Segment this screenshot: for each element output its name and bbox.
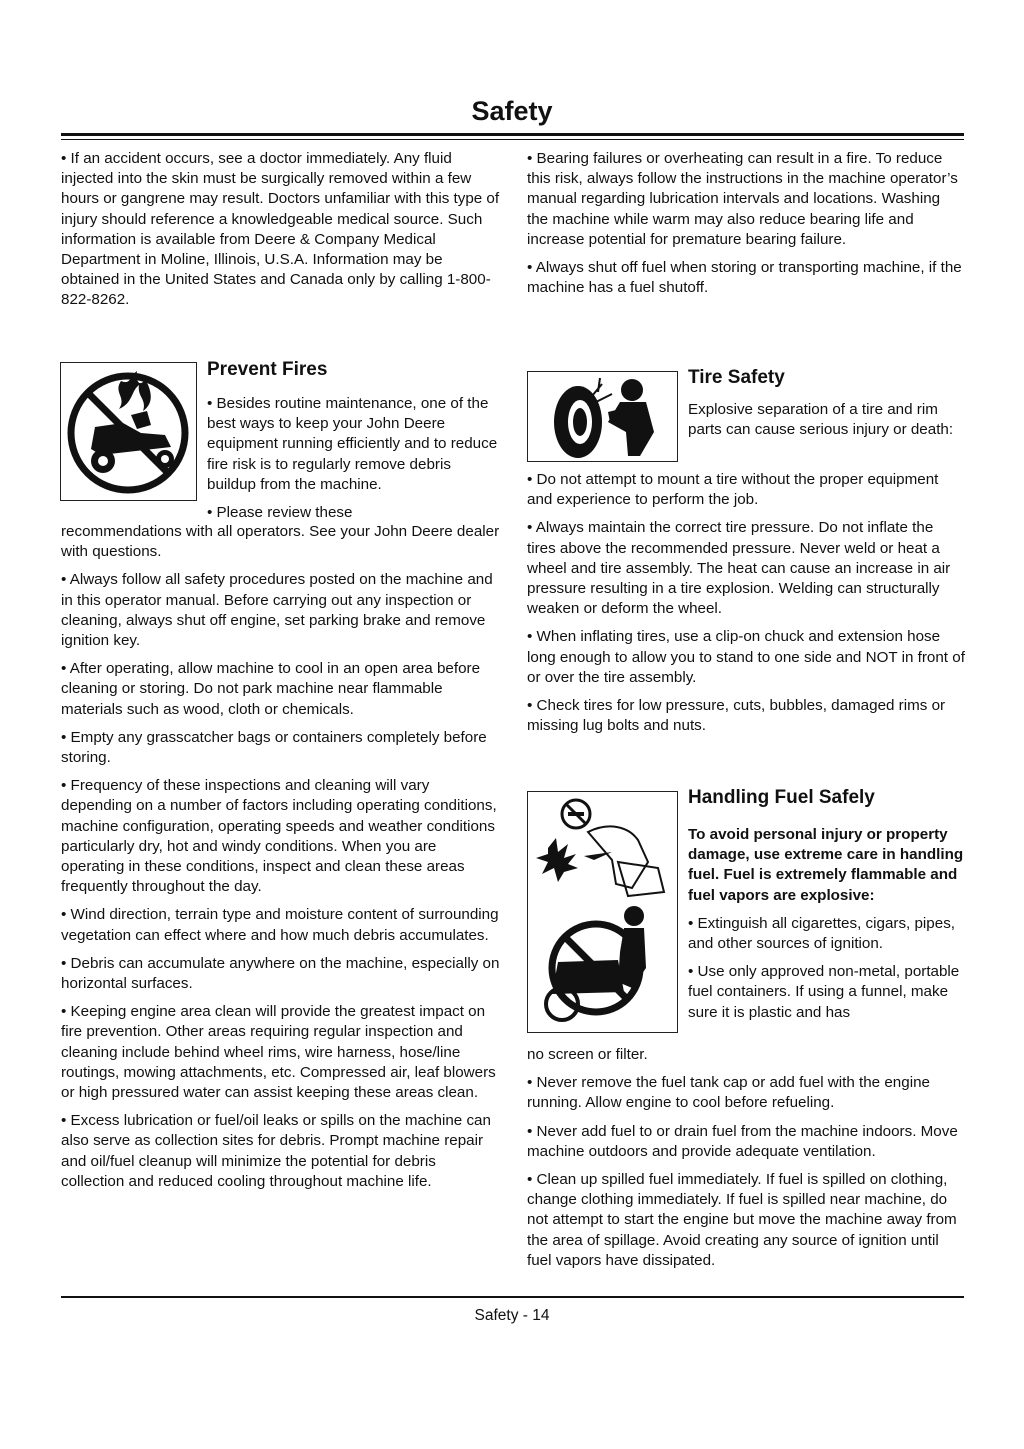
section-heading-tire-safety: Tire Safety xyxy=(688,367,785,388)
paragraph: • Check tires for low pressure, cuts, bubbles, damaged rims or missing lug bolts and nuts. xyxy=(527,697,946,735)
paragraph: • Use only approved non-metal, portable fuel containers. If using a funnel, make sure it is plastic and has xyxy=(688,963,960,1021)
fuel-safety-body xyxy=(527,1045,965,1279)
fuel-warning: To avoid personal injury or property damage, use extreme care in handling fuel. Fuel is extremely flammable and fuel vapors are explosive: xyxy=(688,826,964,904)
tire-safety-body xyxy=(527,470,965,744)
header-rule-thin xyxy=(61,139,964,140)
footer-rule xyxy=(61,1296,964,1298)
paragraph: • Keeping engine area clean will provide the greatest impact on fire prevention. Other areas requiring regular inspection and cleaning include behind wheel rims, wire harness, hose/line routings, mowing attachments, etc. Compressed air, leaf blowers or high pressured water can assist keeping these areas clean. xyxy=(61,1003,496,1102)
paragraph: • Extinguish all cigarettes, cigars, pipes, and other sources of ignition. xyxy=(688,914,956,953)
paragraph: • Never remove the fuel tank cap or add fuel with the engine running. Allow engine to cool before refueling. xyxy=(527,1074,930,1112)
paragraph: • Wind direction, terrain type and moisture content of surrounding vegetation can effect where and how much debris accumulates. xyxy=(61,906,499,944)
tire-explosion-icon xyxy=(528,372,677,461)
paragraph: • Bearing failures or overheating can result in a fire. To reduce this risk, always follow the instructions in the machine operator’s manual regarding lubrication intervals and locations. Washing the machine while warm may also reduce bearing life and increase potential for premature bearing failure. xyxy=(527,150,958,248)
fuel-safety-side xyxy=(688,786,966,1023)
page-title: Safety xyxy=(471,96,553,126)
no-fire-mower-icon xyxy=(61,363,196,500)
paragraph: • If an accident occurs, see a doctor immediately. Any fluid injected into the skin must be surgically removed within a few hours or gangrene may result. Doctors unfamiliar with this type of injury should reference a knowledgeable medical source. Such information is available from Deere & Company Medical Department in Moline, Illinois, U.S.A. Information may be obtained in the United States and Canada only by calling 1-800-822-8262. xyxy=(61,150,500,309)
tire-safety-side xyxy=(688,366,966,448)
fuel-safety-figure xyxy=(527,791,678,1033)
paragraph: • Debris can accumulate anywhere on the machine, especially on horizontal surfaces. xyxy=(61,954,500,993)
tire-safety-figure xyxy=(527,371,678,462)
prevent-fires-side xyxy=(207,358,502,523)
left-intro xyxy=(61,149,501,319)
paragraph: • Do not attempt to mount a tire without the proper equipment and experience to perform the job. xyxy=(527,471,939,509)
paragraph: • Always shut off fuel when storing or transporting machine, if the machine has a fuel shutoff. xyxy=(527,259,962,297)
section-heading-fuel: Handling Fuel Safely xyxy=(688,787,875,808)
page-number: Safety - 14 xyxy=(474,1307,550,1324)
right-intro xyxy=(527,149,965,306)
paragraph: • Always maintain the correct tire pressure. Do not inflate the tires above the recommended pressure. Never weld or heat a wheel and tire assembly. The heat can cause an increase in air pressure resulting in a tire explosion. Welding can structurally weaken or deform the wheel. xyxy=(527,519,951,618)
paragraph: • Frequency of these inspections and cleaning will vary depending on a number of factors including operating conditions, machine configuration, operating speeds and weather conditions particularly dry, hot and windy conditions. When you are operating in these conditions, inspect and clean these areas frequently throughout the day. xyxy=(61,777,497,896)
paragraph: recommendations with all operators. See your John Deere dealer with questions. xyxy=(61,523,500,561)
paragraph: • Clean up spilled fuel immediately. If fuel is spilled on clothing, change clothing immediately. If fuel is spilled near machine, do not attempt to start the engine but move the machine away from the area of spillage. Avoid creating any source of ignition until fuel vapors have dissipated. xyxy=(527,1171,957,1269)
prevent-fires-figure xyxy=(60,362,197,501)
paragraph: • Besides routine maintenance, one of the best ways to keep your John Deere equipment running efficiently and to reduce fire risk is to regularly remove debris buildup from the machine. xyxy=(207,395,498,493)
paragraph: • After operating, allow machine to cool in an open area before cleaning or storing. Do not park machine near flammable materials such as wood, cloth or chemicals. xyxy=(61,660,481,718)
section-heading-prevent-fires: Prevent Fires xyxy=(207,359,328,380)
header-rule-thick xyxy=(61,133,964,136)
prevent-fires-body xyxy=(61,522,501,1200)
paragraph: • When inflating tires, use a clip-on chuck and extension hose long enough to allow you to stand to one side and NOT in front of or over the tire assembly. xyxy=(527,628,965,686)
paragraph: • Always follow all safety procedures posted on the machine and in this operator manual. Before carrying out any inspection or cleaning, always shut off engine, set parking brake and remove ignition key. xyxy=(61,571,493,650)
no-smoking-fuel-icon xyxy=(528,792,677,1032)
tire-warning: Explosive separation of a tire and rim parts can cause serious injury or death: xyxy=(688,401,954,439)
paragraph: • Excess lubrication or fuel/oil leaks or spills on the machine can also serve as collection sites for debris. Prompt machine repair and oil/fuel cleanup will minimize the potential for debris collection and reduced cooling throughout machine life. xyxy=(61,1112,491,1190)
paragraph: • Never add fuel to or drain fuel from the machine indoors. Move machine outdoors and provide adequate ventilation. xyxy=(527,1122,958,1160)
paragraph: • Empty any grasscatcher bags or containers completely before storing. xyxy=(61,728,487,767)
paragraph: no screen or filter. xyxy=(527,1046,648,1063)
paragraph: • Please review these xyxy=(207,504,353,522)
